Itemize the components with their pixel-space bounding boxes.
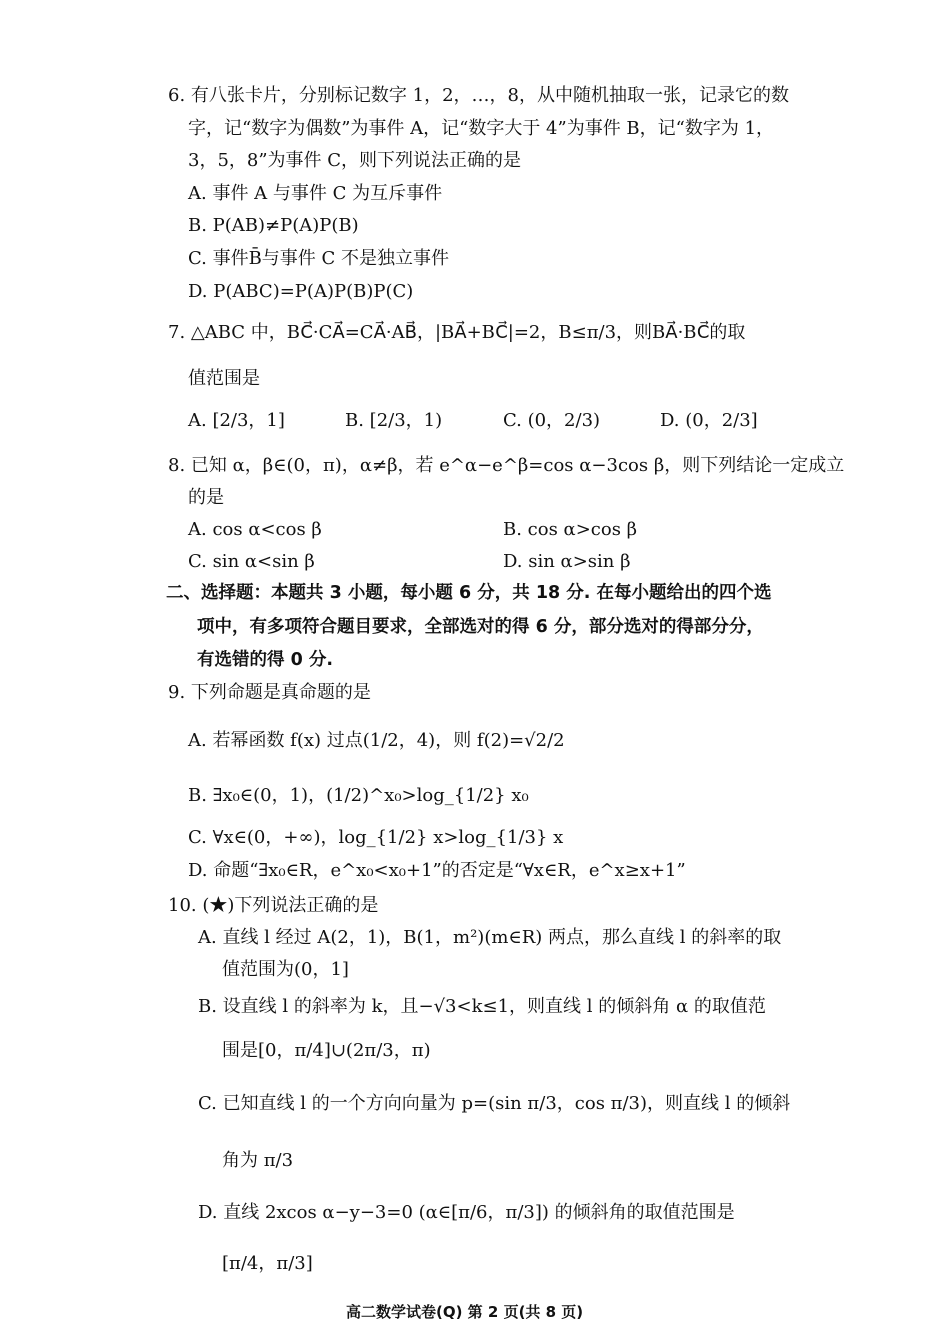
q6-option-b: B. P(AB)≠P(A)P(B) (188, 215, 359, 236)
q7-option-d: D. (0，2/3] (660, 410, 758, 431)
q9-stem: 9. 下列命题是真命题的是 (168, 682, 371, 703)
q8-stem-line2: 的是 (188, 487, 224, 508)
q7-option-b: B. [2/3，1) (345, 410, 443, 431)
q8-stem-line1: 8. 已知 α，β∈(0，π)，α≠β，若 e^α−e^β=cos α−3cos β，则下列结论一定成立 (168, 455, 845, 476)
q8-option-b: B. cos α>cos β (503, 519, 638, 540)
q10-option-a-line2: 值范围为(0，1] (222, 959, 349, 980)
q10-option-b-line1: B. 设直线 l 的斜率为 k，且−√3<k≤1，则直线 l 的倾斜角 α 的取值范 (198, 996, 766, 1017)
section2-heading-line2: 项中，有多项符合题目要求，全部选对的得 6 分，部分选对的得部分分， (197, 617, 764, 637)
q8-option-d: D. sin α>sin β (503, 551, 631, 572)
q6-option-d: D. P(ABC)=P(A)P(B)P(C) (188, 281, 414, 302)
q6-option-a: A. 事件 A 与事件 C 为互斥事件 (188, 183, 443, 204)
q6-stem-line3: 3，5，8”为事件 C，则下列说法正确的是 (188, 150, 522, 171)
q10-option-c-line1: C. 已知直线 l 的一个方向向量为 p=(sin π/3，cos π/3)，则直线 l 的倾斜 (198, 1093, 791, 1114)
q6-option-c: C. 事件B̄与事件 C 不是独立事件 (188, 248, 450, 269)
q8-option-a: A. cos α<cos β (188, 519, 322, 540)
q6-stem-line1: 6. 有八张卡片，分别标记数字 1，2，…，8，从中随机抽取一张，记录它的数 (168, 85, 789, 106)
section2-heading-line3: 有选错的得 0 分. (197, 650, 334, 670)
q8-option-c: C. sin α<sin β (188, 551, 315, 572)
q7-option-c: C. (0，2/3) (503, 410, 601, 431)
q6-stem-line2: 字，记“数字为偶数”为事件 A，记“数字大于 4”为事件 B，记“数字为 1， (188, 118, 775, 139)
section2-heading-line1: 二、选择题：本题共 3 小题，每小题 6 分，共 18 分. 在每小题给出的四个选 (166, 583, 772, 603)
q7-stem-line2: 值范围是 (188, 368, 260, 389)
page-footer: 高二数学试卷(Q) 第 2 页(共 8 页) (346, 1303, 584, 1321)
q7-stem-line1: 7. △ABC 中，BC⃗·CA⃗=CA⃗·AB⃗，|BA⃗+BC⃗|=2，B≤π/3，则BA⃗·BC⃗的取 (168, 322, 746, 343)
q10-option-d-line1: D. 直线 2xcos α−y−3=0 (α∈[π/6，π/3]) 的倾斜角的取值范围是 (198, 1202, 735, 1223)
q9-option-d: D. 命题“∃x₀∈R，e^x₀<x₀+1”的否定是“∀x∈R，e^x≥x+1” (188, 860, 686, 881)
q9-option-b: B. ∃x₀∈(0，1)，(1/2)^x₀>log_{1/2} x₀ (188, 785, 529, 806)
q9-option-a: A. 若幂函数 f(x) 过点(1/2，4)，则 f(2)=√2/2 (188, 730, 565, 751)
q10-option-a-line1: A. 直线 l 经过 A(2，1)，B(1，m²)(m∈R) 两点，那么直线 l 的斜率的取 (198, 927, 782, 948)
q9-option-c: C. ∀x∈(0，+∞)，log_{1/2} x>log_{1/3} x (188, 827, 564, 848)
q10-option-b-line2: 围是[0，π/4]∪(2π/3，π) (222, 1040, 431, 1061)
q10-option-c-line2: 角为 π/3 (222, 1150, 294, 1171)
q7-option-a: A. [2/3，1] (188, 410, 285, 431)
q10-option-d-line2: [π/4，π/3] (222, 1253, 313, 1274)
q10-stem: 10. (★)下列说法正确的是 (168, 895, 379, 916)
